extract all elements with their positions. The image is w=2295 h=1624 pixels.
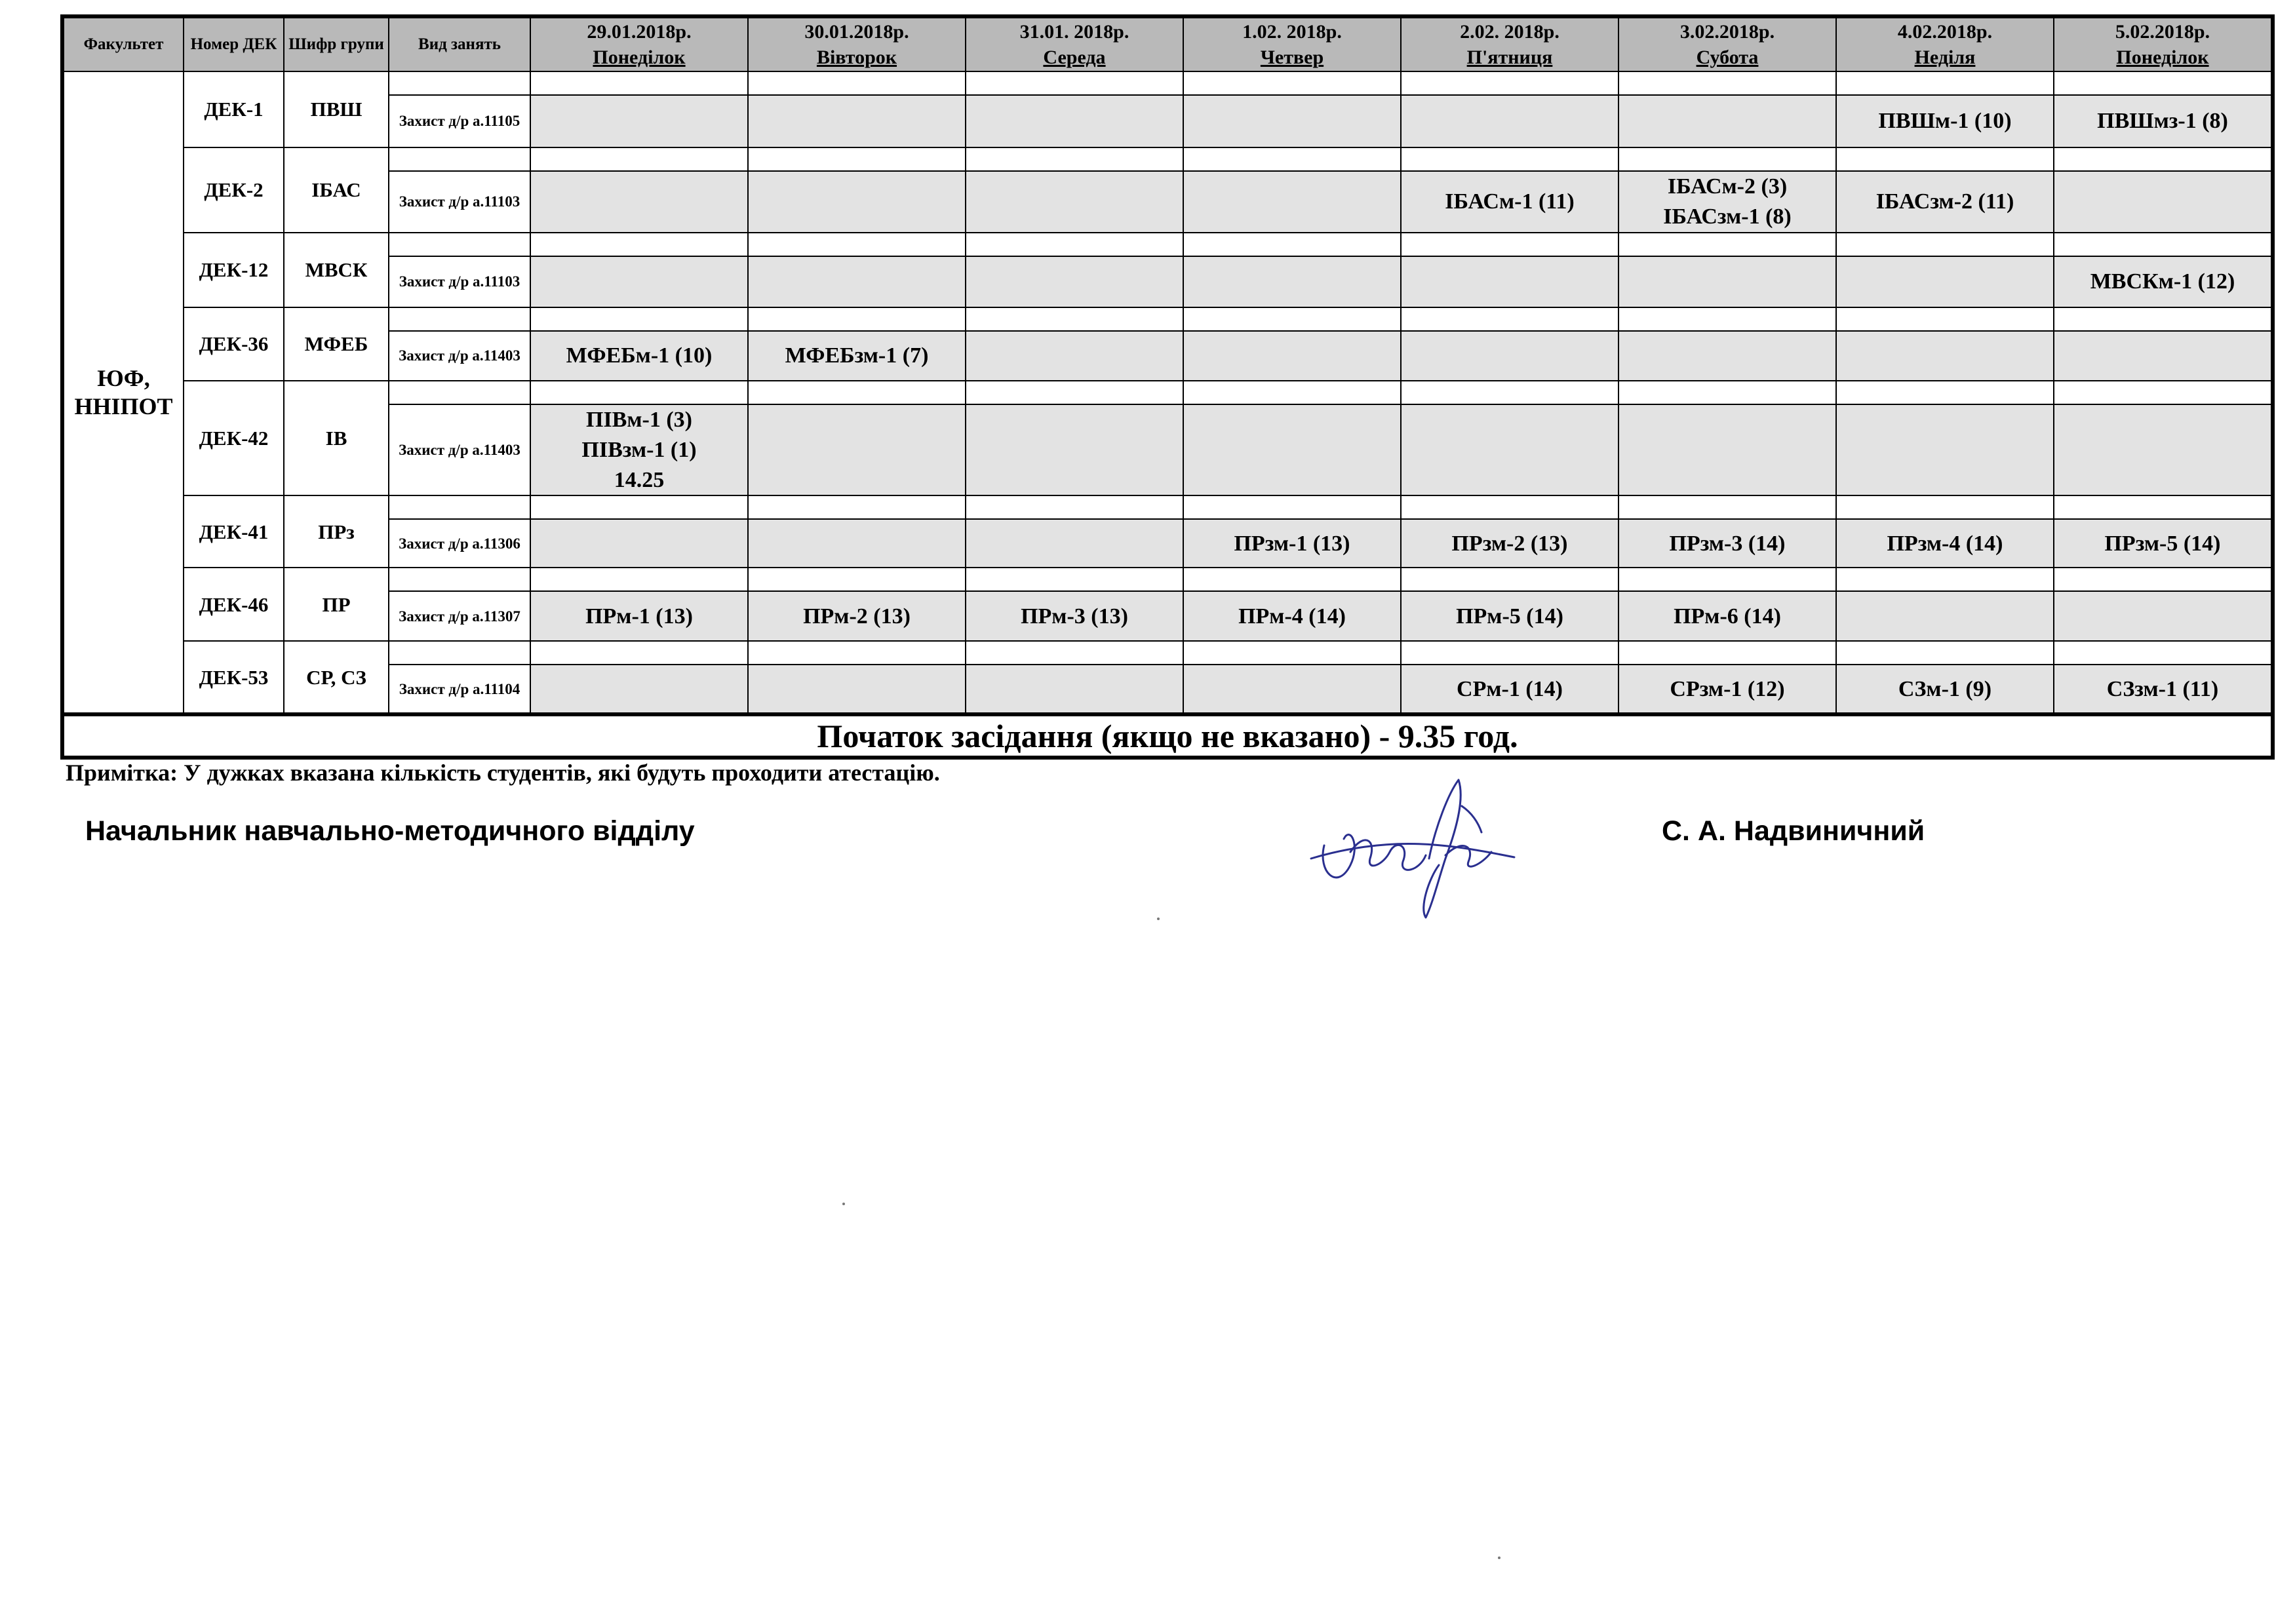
day-spacer-cell <box>1183 568 1401 591</box>
schedule-spacer-row <box>62 233 2273 256</box>
schedule-cell <box>2054 171 2273 233</box>
schedule-cell <box>1836 404 2054 496</box>
day-spacer-cell <box>748 641 966 665</box>
group-code-cell: ПР <box>284 568 389 641</box>
day-spacer-cell <box>530 147 748 171</box>
schedule-cell: МВСКм-1 (12) <box>2054 256 2273 307</box>
handwritten-signature <box>1304 767 1527 924</box>
day-date: 5.02.2018р. <box>2115 21 2210 43</box>
schedule-cell <box>1618 256 1836 307</box>
session-type-spacer <box>389 147 530 171</box>
day-header <box>1401 16 1618 71</box>
day-date: 29.01.2018р. <box>587 21 692 43</box>
schedule-cell <box>748 404 966 496</box>
day-spacer-cell <box>1183 147 1401 171</box>
day-spacer-cell <box>748 495 966 519</box>
day-spacer-cell <box>530 568 748 591</box>
dek-number-cell: ДЕК-36 <box>184 307 284 381</box>
schedule-cell <box>748 171 966 233</box>
schedule-cell: СРзм-1 (12) <box>1618 665 1836 714</box>
day-spacer-cell <box>1183 381 1401 404</box>
group-code-cell: МФЕБ <box>284 307 389 381</box>
schedule-cell <box>966 95 1183 147</box>
schedule-cell <box>530 171 748 233</box>
session-type-cell: Захист д/р а.11103 <box>389 171 530 233</box>
schedule-cell <box>1836 256 2054 307</box>
day-spacer-cell <box>966 381 1183 404</box>
group-code-cell: СР, СЗ <box>284 641 389 714</box>
day-spacer-cell <box>1401 568 1618 591</box>
day-spacer-cell <box>530 495 748 519</box>
day-spacer-cell <box>966 307 1183 331</box>
schedule-cell <box>2054 331 2273 381</box>
schedule-cell: СРм-1 (14) <box>1401 665 1618 714</box>
footnote: Примітка: У дужках вказана кількість студентів, які будуть проходити атестацію. <box>66 760 940 786</box>
schedule-row <box>62 665 2273 714</box>
schedule-spacer-row <box>62 147 2273 171</box>
start-time-note: Початок засідання (якщо не вказано) - 9.35 год. <box>62 714 2273 758</box>
day-spacer-cell <box>966 568 1183 591</box>
day-weekday: Субота <box>1696 47 1759 68</box>
day-spacer-cell <box>2054 641 2273 665</box>
schedule-cell <box>1183 256 1401 307</box>
day-weekday: Неділя <box>1914 47 1976 68</box>
day-spacer-cell <box>1401 307 1618 331</box>
group-code-cell: ІВ <box>284 381 389 496</box>
day-spacer-cell <box>1836 307 2054 331</box>
day-spacer-cell <box>1836 641 2054 665</box>
session-type-cell: Захист д/р а.11105 <box>389 95 530 147</box>
day-spacer-cell <box>748 233 966 256</box>
schedule-cell <box>2054 591 2273 641</box>
session-type-cell: Захист д/р а.11103 <box>389 256 530 307</box>
group-code-cell: МВСК <box>284 233 389 307</box>
group-code-header: Шифр групи <box>284 16 389 71</box>
day-spacer-cell <box>1836 568 2054 591</box>
schedule-cell <box>966 171 1183 233</box>
day-spacer-cell <box>530 641 748 665</box>
day-spacer-cell <box>1401 71 1618 95</box>
schedule-cell: ПРм-6 (14) <box>1618 591 1836 641</box>
schedule-cell <box>966 331 1183 381</box>
day-spacer-cell <box>1836 381 2054 404</box>
schedule-cell <box>1183 95 1401 147</box>
day-weekday: Понеділок <box>2116 47 2209 68</box>
dek-number-cell: ДЕК-41 <box>184 495 284 568</box>
day-spacer-cell <box>1836 147 2054 171</box>
day-spacer-cell <box>966 641 1183 665</box>
session-type-spacer <box>389 495 530 519</box>
session-type-header: Вид занять <box>389 16 530 71</box>
day-weekday: Середа <box>1043 47 1106 68</box>
schedule-spacer-row <box>62 568 2273 591</box>
day-spacer-cell <box>530 71 748 95</box>
day-spacer-cell <box>1183 641 1401 665</box>
schedule-cell <box>748 519 966 568</box>
session-type-spacer <box>389 641 530 665</box>
session-type-cell: Захист д/р а.11104 <box>389 665 530 714</box>
schedule-row <box>62 591 2273 641</box>
schedule-cell <box>1618 404 1836 496</box>
schedule-cell: ПРзм-2 (13) <box>1401 519 1618 568</box>
dek-number-cell: ДЕК-1 <box>184 71 284 147</box>
dek-header: Номер ДЕК <box>184 16 284 71</box>
session-type-spacer <box>389 381 530 404</box>
group-code-cell: ПРз <box>284 495 389 568</box>
day-header <box>748 16 966 71</box>
day-spacer-cell <box>1618 71 1836 95</box>
day-spacer-cell <box>748 71 966 95</box>
schedule-cell: СЗзм-1 (11) <box>2054 665 2273 714</box>
day-spacer-cell <box>966 147 1183 171</box>
day-spacer-cell <box>1618 233 1836 256</box>
dek-number-cell: ДЕК-2 <box>184 147 284 233</box>
day-spacer-cell <box>1836 233 2054 256</box>
schedule-cell: ПРзм-5 (14) <box>2054 519 2273 568</box>
dek-number-cell: ДЕК-46 <box>184 568 284 641</box>
signatory-name: С. А. Надвиничний <box>1662 815 1925 847</box>
session-type-spacer <box>389 71 530 95</box>
day-spacer-cell <box>1618 568 1836 591</box>
day-weekday: Понеділок <box>593 47 686 68</box>
day-spacer-cell <box>1836 71 2054 95</box>
schedule-cell <box>966 519 1183 568</box>
session-type-cell: Захист д/р а.11306 <box>389 519 530 568</box>
schedule-cell <box>530 256 748 307</box>
day-spacer-cell <box>1618 641 1836 665</box>
day-header <box>1183 16 1401 71</box>
day-spacer-cell <box>1401 381 1618 404</box>
schedule-spacer-row <box>62 381 2273 404</box>
schedule-cell <box>966 404 1183 496</box>
schedule-cell <box>1836 331 2054 381</box>
day-header <box>1836 16 2054 71</box>
day-spacer-cell <box>748 147 966 171</box>
day-weekday: П'ятниця <box>1466 47 1553 68</box>
day-spacer-cell <box>748 307 966 331</box>
day-spacer-cell <box>1183 307 1401 331</box>
day-spacer-cell <box>1401 233 1618 256</box>
day-weekday: Четвер <box>1260 47 1324 68</box>
defense-schedule-table <box>60 14 2275 760</box>
day-spacer-cell <box>1183 233 1401 256</box>
schedule-cell: ПРзм-4 (14) <box>1836 519 2054 568</box>
schedule-cell <box>1183 331 1401 381</box>
faculty-cell: ЮФ, ННІПОТ <box>62 71 184 714</box>
schedule-cell <box>1183 171 1401 233</box>
day-header <box>530 16 748 71</box>
scan-speck <box>842 1203 845 1205</box>
faculty-header: Факультет <box>62 16 184 71</box>
day-header <box>966 16 1183 71</box>
day-spacer-cell <box>2054 147 2273 171</box>
schedule-row <box>62 95 2273 147</box>
schedule-cell <box>530 519 748 568</box>
day-date: 31.01. 2018р. <box>1019 21 1129 43</box>
schedule-cell <box>530 665 748 714</box>
day-spacer-cell <box>1836 495 2054 519</box>
schedule-cell <box>1401 331 1618 381</box>
schedule-row <box>62 519 2273 568</box>
dek-number-cell: ДЕК-53 <box>184 641 284 714</box>
dek-number-cell: ДЕК-42 <box>184 381 284 496</box>
day-date: 2.02. 2018р. <box>1460 21 1559 43</box>
day-date: 30.01.2018р. <box>804 21 909 43</box>
day-spacer-cell <box>2054 495 2273 519</box>
schedule-cell <box>966 665 1183 714</box>
schedule-cell: ІБАСм-2 (3) ІБАСзм-1 (8) <box>1618 171 1836 233</box>
group-code-cell: ПВШ <box>284 71 389 147</box>
day-spacer-cell <box>1618 495 1836 519</box>
day-spacer-cell <box>966 495 1183 519</box>
schedule-cell <box>1618 95 1836 147</box>
signatory-position: Начальник навчально-методичного відділу <box>85 815 695 847</box>
day-spacer-cell <box>1618 147 1836 171</box>
session-type-cell: Захист д/р а.11307 <box>389 591 530 641</box>
day-spacer-cell <box>530 307 748 331</box>
schedule-cell <box>748 665 966 714</box>
day-spacer-cell <box>1401 147 1618 171</box>
day-date: 3.02.2018р. <box>1679 21 1775 43</box>
schedule-cell <box>1618 331 1836 381</box>
schedule-cell <box>2054 404 2273 496</box>
day-date: 1.02. 2018р. <box>1242 21 1342 43</box>
day-spacer-cell <box>966 71 1183 95</box>
schedule-spacer-row <box>62 495 2273 519</box>
schedule-cell <box>1183 404 1401 496</box>
schedule-cell: ПРм-3 (13) <box>966 591 1183 641</box>
day-spacer-cell <box>1183 495 1401 519</box>
day-spacer-cell <box>2054 381 2273 404</box>
schedule-cell: ПРм-2 (13) <box>748 591 966 641</box>
day-date: 4.02.2018р. <box>1897 21 1993 43</box>
day-spacer-cell <box>2054 568 2273 591</box>
session-type-spacer <box>389 568 530 591</box>
day-weekday: Вівторок <box>816 47 897 68</box>
session-type-cell: Захист д/р а.11403 <box>389 404 530 496</box>
schedule-cell: СЗм-1 (9) <box>1836 665 2054 714</box>
schedule-cell: ПВШмз-1 (8) <box>2054 95 2273 147</box>
group-code-cell: ІБАС <box>284 147 389 233</box>
day-spacer-cell <box>1618 381 1836 404</box>
schedule-cell <box>1183 665 1401 714</box>
schedule-cell <box>966 256 1183 307</box>
schedule-cell: ПРм-4 (14) <box>1183 591 1401 641</box>
schedule-cell: ІБАСзм-2 (11) <box>1836 171 2054 233</box>
day-spacer-cell <box>2054 307 2273 331</box>
schedule-spacer-row <box>62 71 2273 95</box>
dek-number-cell: ДЕК-12 <box>184 233 284 307</box>
day-spacer-cell <box>1401 495 1618 519</box>
day-spacer-cell <box>2054 233 2273 256</box>
schedule-spacer-row <box>62 641 2273 665</box>
schedule-cell: МФЕБзм-1 (7) <box>748 331 966 381</box>
day-spacer-cell <box>1618 307 1836 331</box>
scan-speck <box>1157 918 1160 920</box>
schedule-cell <box>530 95 748 147</box>
schedule-cell: ПРзм-3 (14) <box>1618 519 1836 568</box>
schedule-cell: ПРм-5 (14) <box>1401 591 1618 641</box>
day-header <box>1618 16 1836 71</box>
schedule-cell: ПІВм-1 (3) ПІВзм-1 (1) 14.25 <box>530 404 748 496</box>
scan-speck <box>1498 1556 1501 1559</box>
schedule-row <box>62 171 2273 233</box>
day-spacer-cell <box>530 381 748 404</box>
day-spacer-cell <box>530 233 748 256</box>
schedule-cell <box>1836 591 2054 641</box>
day-spacer-cell <box>966 233 1183 256</box>
day-spacer-cell <box>1401 641 1618 665</box>
day-spacer-cell <box>748 568 966 591</box>
schedule-cell: МФЕБм-1 (10) <box>530 331 748 381</box>
schedule-cell <box>1401 256 1618 307</box>
schedule-row <box>62 256 2273 307</box>
day-spacer-cell <box>2054 71 2273 95</box>
schedule-cell: ПВШм-1 (10) <box>1836 95 2054 147</box>
schedule-spacer-row <box>62 307 2273 331</box>
session-type-cell: Захист д/р а.11403 <box>389 331 530 381</box>
schedule-cell: ПРм-1 (13) <box>530 591 748 641</box>
schedule-row <box>62 404 2273 496</box>
session-type-spacer <box>389 307 530 331</box>
schedule-cell: ПРзм-1 (13) <box>1183 519 1401 568</box>
schedule-cell <box>1401 404 1618 496</box>
schedule-cell <box>748 256 966 307</box>
schedule-cell <box>748 95 966 147</box>
day-header <box>2054 16 2273 71</box>
day-spacer-cell <box>748 381 966 404</box>
day-spacer-cell <box>1183 71 1401 95</box>
schedule-cell: ІБАСм-1 (11) <box>1401 171 1618 233</box>
schedule-cell <box>1401 95 1618 147</box>
schedule-row <box>62 331 2273 381</box>
session-type-spacer <box>389 233 530 256</box>
header-row <box>62 16 2273 71</box>
